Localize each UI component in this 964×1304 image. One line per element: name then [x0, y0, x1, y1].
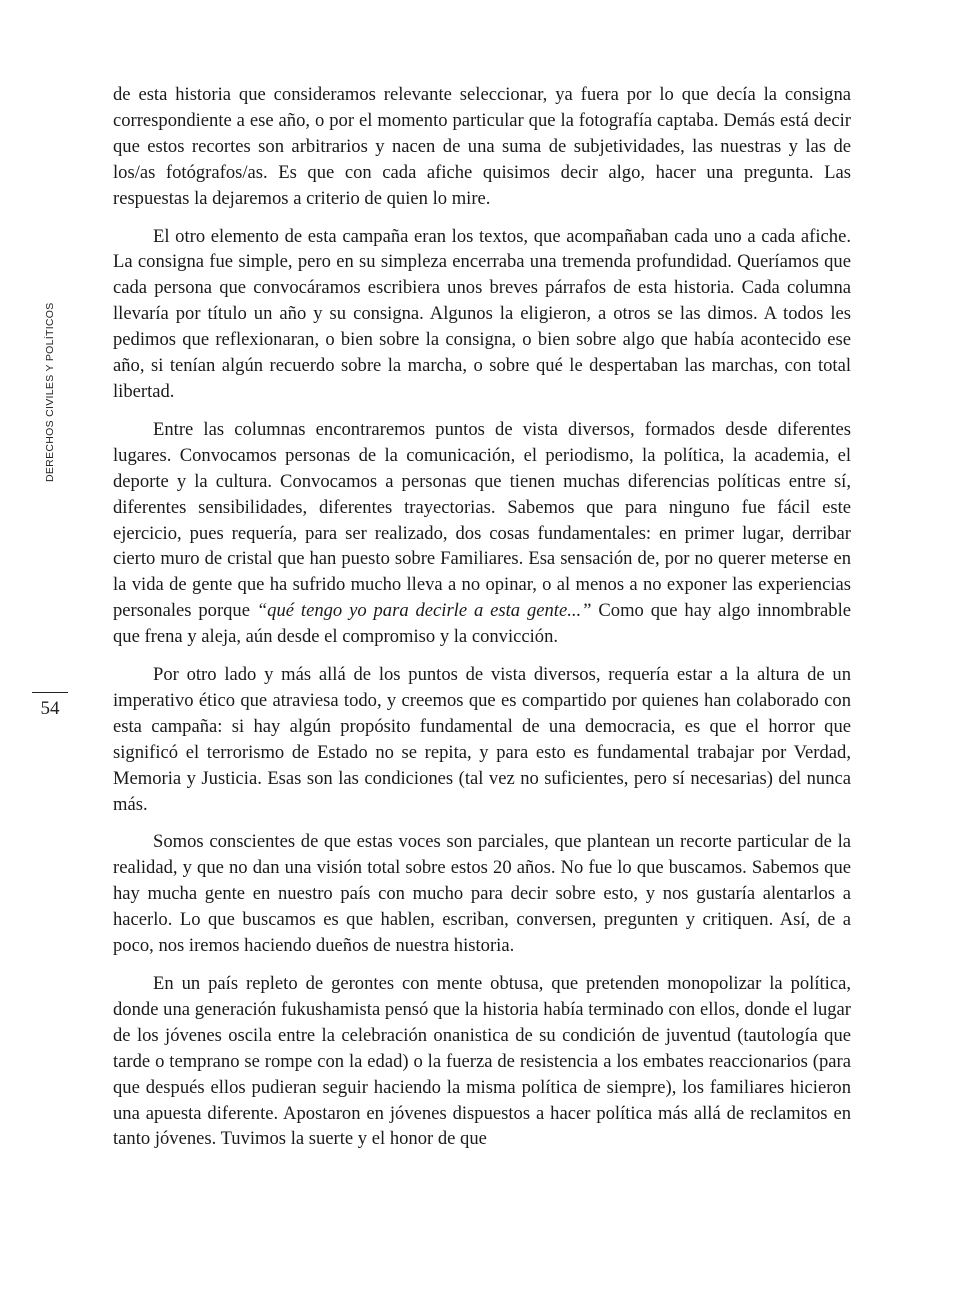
page-number-rule — [32, 692, 68, 693]
running-header: DERECHOS CIVILES Y POLÍTICOS — [44, 302, 56, 482]
body-text — [113, 82, 851, 1164]
paragraph-3-text-after: Como que hay algo innombrable que frena y aleja, aún desde el compromiso y la convicción. — [113, 600, 851, 648]
paragraph-5: Somos conscientes de que estas voces son parciales, que plantean un recorte particular de la realidad, y que no dan una visión total sobre estos 20 años. No fue lo que buscamos. Sabemos que hay mucha gente en nuestro país con mucho para decir sobre esto, y nos gustaría alentarlos a hacerlo. Lo que buscamos es que hablen, escriban, conversen, pregunten y critiquen. Así, de a poco, nos iremos haciendo dueños de nuestra historia. — [113, 831, 851, 957]
paragraph-3 — [113, 417, 851, 650]
paragraph-1: de esta historia que consideramos relevante seleccionar, ya fuera por lo que decía la consigna correspondiente a ese año, o por el momento particular que la fotografía captaba. Demás está decir que estos recortes son arbitrarios y nacen de una suma de subjetividades, las nuestras y las de los/as fotógrafos/as. Es que con cada afiche quisimos decir algo, hacer una pregunta. Las respuestas la dejaremos a criterio de quien lo mire. — [113, 84, 851, 209]
paragraph-2: El otro elemento de esta campaña eran los textos, que acompañaban cada uno a cada afiche. La consigna fue simple, pero en su simpleza encerraba una tremenda profundidad. Queríamos que cada persona que convocáramos escribiera unos breves párrafos de esta historia. Cada columna llevaría por título un año y su consigna. Algunos la eligieron, a otros se las dimos. A todos les pedimos que reflexionaran, o bien sobre la consigna, o bien sobre algo que había acontecido ese año, si tenían algún recuerdo sobre la marcha, o sobre qué le despertaban las marchas, con total libertad. — [113, 225, 851, 402]
paragraph-3-text-before: Entre las columnas encontraremos puntos de vista diversos, formados desde diferentes lugares. Convocamos personas de la comunicación, el periodismo, la política, la academia, el deporte y la cultura. Convocamos a personas que tienen muchas diferencias políticas entre sí, diferentes sensibilidades, diferentes trayectorias. Sabemos que para ninguno fue fácil este ejercicio, pues requería, para ser realizado, dos cosas fundamentales: en primer lugar, derribar cierto muro de cristal que han puesto sobre Familiares. Esa sensación de, por no querer meterse en la vida de gente que ha sufrido mucho lleva a no opinar, o al menos a no exponer las experiencias personales porque — [113, 418, 851, 622]
page-number: 54 — [40, 698, 60, 719]
paragraph-6: En un país repleto de gerontes con mente obtusa, que pretenden monopolizar la política, donde una generación fukushamista pensó que la historia había terminado con ellos, donde el lugar de los jóvenes oscila entre la celebración onanistica de su condición de juventud (tautología que tarde o temprano se rompe con la edad) o la fuerza de resistencia a los embates reaccionarios (para que después ellos pudieran seguir haciendo la misma política de siempre), los familiares hicieron una apuesta diferente. Apostaron en jóvenes dispuestos a hacer política más allá de reclamitos en tanto jóvenes. Tuvimos la suerte y el honor de que — [113, 973, 851, 1150]
paragraph-3-quote: “qué tengo yo para decirle a esta gente...” — [256, 600, 592, 622]
paragraph-4: Por otro lado y más allá de los puntos de vista diversos, requería estar a la altura de un imperativo ético que atraviesa todo, y creemos que es compartido por quienes han colaborado con esta campaña: si hay algún propósito fundamental de una democracia, es que el horror que significó el terrorismo de Estado no se repita, y para esto es fundamental trabajar por Verdad, Memoria y Justicia. Esas son las condiciones (tal vez no suficientes, pero sí necesarias) del nunca más. — [113, 664, 851, 815]
